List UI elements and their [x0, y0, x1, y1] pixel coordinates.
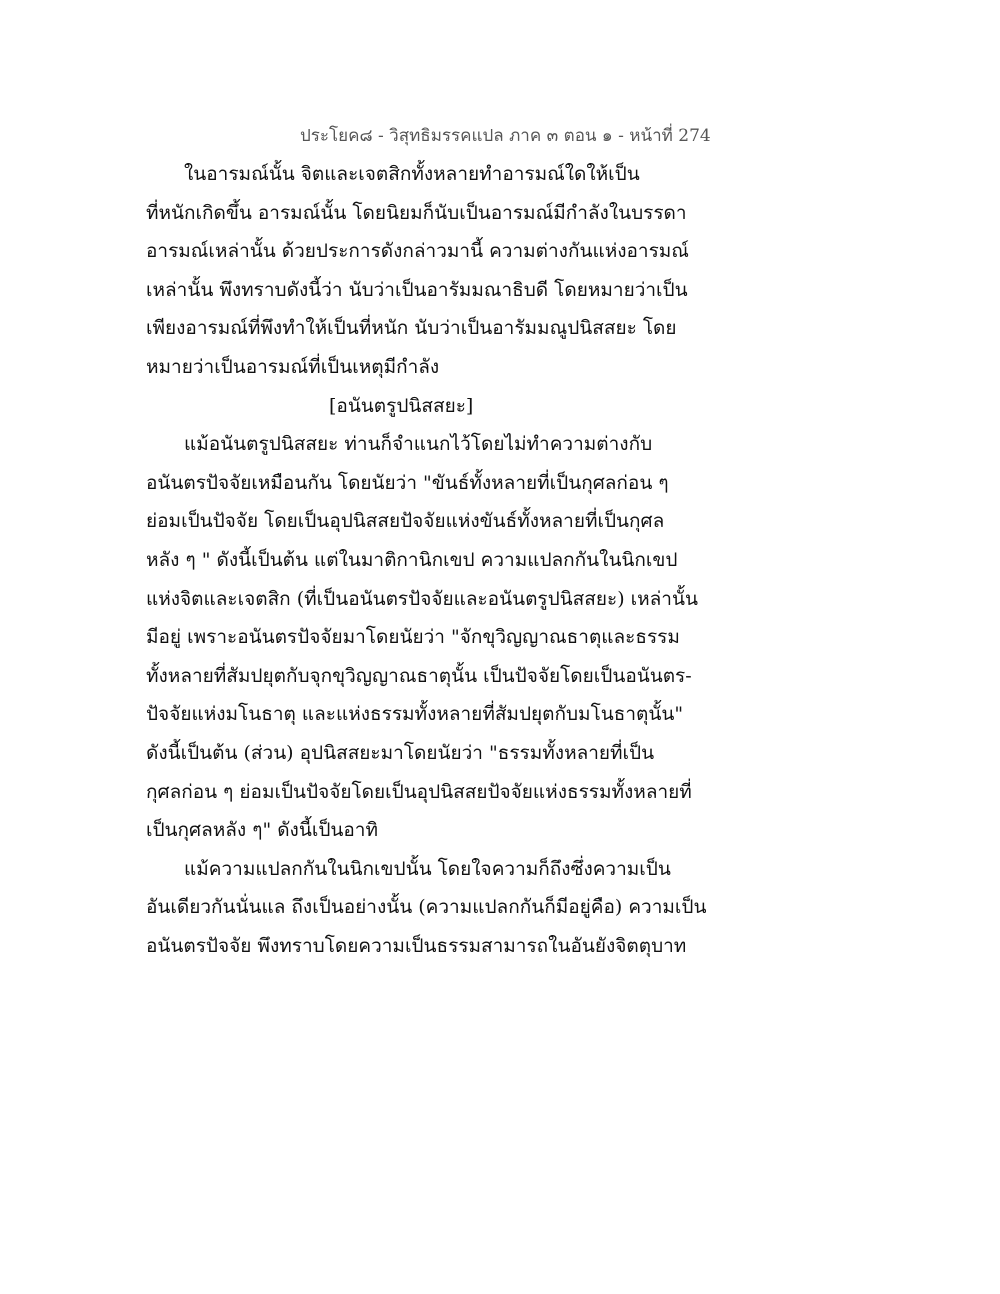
text-line: กุศลก่อน ๆ ย่อมเป็นปัจจัยโดยเป็นอุปนิสสยปัจจัยแห่งธรรมทั้งหลายที่ [146, 780, 692, 803]
page-header: ประโยค๘ - วิสุทธิมรรคแปล ภาค ๓ ตอน ๑ - หน้าที่ 274 [300, 126, 711, 146]
text-line: อนันตรปัจจัย พึงทราบโดยความเป็นธรรมสามารถในอันยังจิตตุบาท [146, 934, 687, 957]
text-line: ในอารมณ์นั้น จิตและเจตสิกทั้งหลายทำอารมณ์ใดให้เป็น [184, 163, 640, 185]
text-line: แห่งจิตและเจตสิก (ที่เป็นอนันตรปัจจัยและอนันตรูปนิสสยะ) เหล่านั้น [146, 587, 698, 610]
text-line: อันเดียวกันนั่นแล ถึงเป็นอย่างนั้น (ความแปลกกันก็มีอยู่คือ) ความเป็น [146, 896, 707, 919]
text-line: เป็นกุศลหลัง ๆ" ดังนี้เป็นอาทิ [146, 819, 378, 842]
text-line: อนันตรปัจจัยเหมือนกัน โดยนัยว่า "ขันธ์ทั้งหลายที่เป็นกุศลก่อน ๆ [146, 471, 669, 494]
text-line: เพียงอารมณ์ที่พึงทำให้เป็นที่หนัก นับว่าเป็นอารัมมณูปนิสสยะ โดย [146, 317, 677, 340]
text-line: ดังนี้เป็นต้น (ส่วน) อุปนิสสยะมาโดยนัยว่า "ธรรมทั้งหลายที่เป็น [146, 741, 655, 764]
text-line: ทั้งหลายที่สัมปยุตกับจุกขุวิญญาณธาตุนั้น เป็นปัจจัยโดยเป็นอนันตร- [146, 664, 692, 687]
text-line: แม้อนันตรูปนิสสยะ ท่านก็จำแนกไว้โดยไม่ทำความต่างกับ [184, 433, 653, 456]
text-line: อารมณ์เหล่านั้น ด้วยประการดังกล่าวมานี้ ความต่างกันแห่งอารมณ์ [146, 240, 689, 263]
paragraph-2 [146, 425, 726, 850]
text-line: หมายว่าเป็นอารมณ์ที่เป็นเหตุมีกำลัง [146, 355, 440, 378]
text-line: ปัจจัยแห่งมโนธาตุ และแห่งธรรมทั้งหลายที่สัมปยุตกับมโนธาตุนั้น" [146, 703, 684, 726]
text-line: เหล่านั้น พึงทราบดังนี้ว่า นับว่าเป็นอารัมมณาธิบดี โดยหมายว่าเป็น [146, 278, 688, 301]
text-line: ที่หนักเกิดขึ้น อารมณ์นั้น โดยนิยมก็นับเป็นอารมณ์มีกำลังในบรรดา [146, 201, 687, 224]
text-line: ย่อมเป็นปัจจัย โดยเป็นอุปนิสสยปัจจัยแห่งขันธ์ทั้งหลายที่เป็นกุศล [146, 510, 665, 533]
text-line: หลัง ๆ " ดังนี้เป็นต้น แต่ในมาติกานิกเขป ความแปลกกันในนิกเขป [146, 548, 678, 571]
document-body [146, 155, 726, 965]
text-line: แม้ความแปลกกันในนิกเขปนั้น โดยใจความก็ถึงซึ่งความเป็น [184, 857, 671, 880]
paragraph-1 [146, 155, 726, 387]
paragraph-3 [146, 850, 726, 966]
section-heading: [อนันตรูปนิสสยะ] [329, 394, 474, 417]
text-line: มีอยู่ เพราะอนันตรปัจจัยมาโดยนัยว่า "จักขุวิญญาณธาตุและธรรม [146, 626, 680, 649]
